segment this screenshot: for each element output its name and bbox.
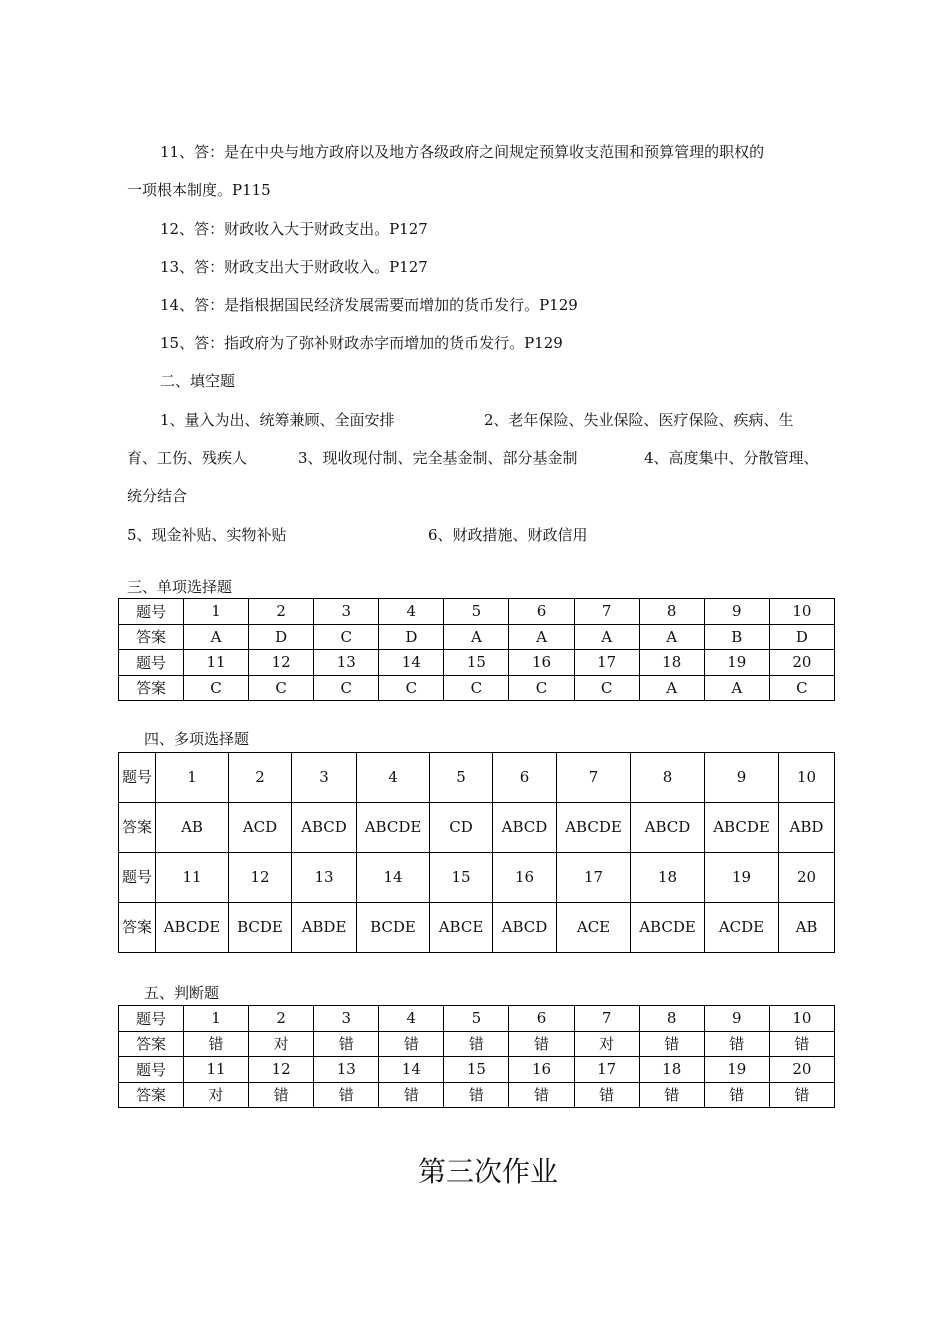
- fill-blank-answer-2a: 2、老年保险、失业保险、医疗保险、疾病、生: [484, 411, 794, 429]
- row-label: 答案: [119, 1031, 184, 1057]
- question-number: 4: [379, 1006, 444, 1032]
- answer-cell: ACE: [557, 903, 631, 953]
- row-label: 答案: [119, 675, 184, 701]
- row-label: 题号: [119, 1057, 184, 1083]
- question-number: 12: [249, 1057, 314, 1083]
- question-number: 10: [779, 753, 835, 803]
- answer-cell: 错: [314, 1082, 379, 1108]
- question-number: 7: [574, 1006, 639, 1032]
- answer-cell: ABCD: [493, 803, 557, 853]
- multi-choice-heading: 四、多项选择题: [144, 730, 250, 748]
- question-number: 14: [379, 1057, 444, 1083]
- question-number: 13: [314, 650, 379, 676]
- answer-cell: A: [184, 624, 249, 650]
- question-number: 19: [705, 853, 779, 903]
- question-number: 2: [229, 753, 292, 803]
- table-row: [119, 853, 835, 903]
- row-label: 题号: [119, 650, 184, 676]
- question-number: 2: [249, 599, 314, 625]
- single-choice-heading: 三、单项选择题: [127, 578, 233, 596]
- row-label: 答案: [119, 624, 184, 650]
- answer-cell: B: [704, 624, 769, 650]
- question-number: 13: [292, 853, 357, 903]
- answer-cell: 错: [249, 1082, 314, 1108]
- question-number: 15: [444, 1057, 509, 1083]
- table-row: [119, 675, 835, 701]
- definition-11-line2: 一项根本制度。P115: [127, 181, 271, 199]
- answer-cell: 对: [574, 1031, 639, 1057]
- fill-blank-heading: 二、填空题: [160, 372, 236, 390]
- fill-blank-answer-6: 6、财政措施、财政信用: [428, 526, 588, 544]
- definition-14: 14、答：是指根据国民经济发展需要而增加的货币发行。P129: [160, 296, 578, 314]
- answer-cell: ABCDE: [631, 903, 705, 953]
- question-number: 16: [493, 853, 557, 903]
- question-number: 20: [769, 1057, 834, 1083]
- question-number: 16: [509, 650, 574, 676]
- answer-cell: D: [379, 624, 444, 650]
- answer-cell: 错: [574, 1082, 639, 1108]
- answer-cell: ABCDE: [557, 803, 631, 853]
- question-number: 19: [704, 650, 769, 676]
- question-number: 15: [430, 853, 493, 903]
- answer-cell: ABD: [779, 803, 835, 853]
- row-label: 答案: [119, 803, 156, 853]
- answer-cell: 错: [379, 1082, 444, 1108]
- answer-cell: D: [249, 624, 314, 650]
- question-number: 11: [156, 853, 229, 903]
- answer-cell: 错: [444, 1031, 509, 1057]
- answer-cell: 错: [704, 1031, 769, 1057]
- answer-cell: 错: [184, 1031, 249, 1057]
- question-number: 1: [156, 753, 229, 803]
- table-row: [119, 803, 835, 853]
- single-choice-table: [118, 598, 835, 701]
- answer-cell: A: [574, 624, 639, 650]
- question-number: 6: [509, 1006, 574, 1032]
- answer-cell: A: [639, 624, 704, 650]
- question-number: 7: [557, 753, 631, 803]
- question-number: 17: [557, 853, 631, 903]
- table-row: [119, 624, 835, 650]
- row-label: 题号: [119, 753, 156, 803]
- question-number: 15: [444, 650, 509, 676]
- question-number: 3: [292, 753, 357, 803]
- question-number: 5: [444, 599, 509, 625]
- definition-11-line1: 11、答：是在中央与地方政府以及地方各级政府之间规定预算收支范围和预算管理的职权的: [160, 143, 765, 161]
- table-row: [119, 599, 835, 625]
- definition-12: 12、答：财政收入大于财政支出。P127: [160, 220, 428, 238]
- question-number: 20: [769, 650, 834, 676]
- answer-cell: 错: [704, 1082, 769, 1108]
- question-number: 5: [430, 753, 493, 803]
- row-label: 题号: [119, 1006, 184, 1032]
- answer-cell: A: [509, 624, 574, 650]
- question-number: 17: [574, 650, 639, 676]
- row-label: 答案: [119, 903, 156, 953]
- question-number: 9: [705, 753, 779, 803]
- question-number: 9: [704, 599, 769, 625]
- row-label: 答案: [119, 1082, 184, 1108]
- question-number: 3: [314, 1006, 379, 1032]
- question-number: 4: [357, 753, 430, 803]
- fill-blank-answer-5: 5、现金补贴、实物补贴: [127, 526, 287, 544]
- answer-cell: ABDE: [292, 903, 357, 953]
- answer-cell: AB: [156, 803, 229, 853]
- answer-cell: A: [444, 624, 509, 650]
- question-number: 11: [184, 1057, 249, 1083]
- answer-cell: C: [574, 675, 639, 701]
- answer-cell: 对: [184, 1082, 249, 1108]
- next-assignment-title: 第三次作业: [417, 1155, 558, 1188]
- answer-cell: C: [249, 675, 314, 701]
- answer-cell: ACD: [229, 803, 292, 853]
- answer-cell: C: [769, 675, 834, 701]
- fill-blank-answer-4a: 4、高度集中、分散管理、: [644, 449, 819, 467]
- fill-blank-answer-4b: 统分结合: [127, 487, 188, 505]
- answer-cell: ABCDE: [705, 803, 779, 853]
- question-number: 2: [249, 1006, 314, 1032]
- question-number: 16: [509, 1057, 574, 1083]
- row-label: 题号: [119, 599, 184, 625]
- answer-cell: C: [314, 624, 379, 650]
- answer-cell: AB: [779, 903, 835, 953]
- answer-cell: 错: [444, 1082, 509, 1108]
- answer-cell: 错: [639, 1031, 704, 1057]
- answer-cell: C: [379, 675, 444, 701]
- answer-cell: BCDE: [229, 903, 292, 953]
- question-number: 18: [631, 853, 705, 903]
- question-number: 14: [357, 853, 430, 903]
- answer-cell: 对: [249, 1031, 314, 1057]
- question-number: 8: [639, 599, 704, 625]
- answer-cell: C: [509, 675, 574, 701]
- table-row: [119, 650, 835, 676]
- answer-cell: BCDE: [357, 903, 430, 953]
- table-row: [119, 1031, 835, 1057]
- answer-cell: ABCE: [430, 903, 493, 953]
- table-row: [119, 753, 835, 803]
- question-number: 1: [184, 599, 249, 625]
- table-row: [119, 1006, 835, 1032]
- true-false-heading: 五、判断题: [144, 984, 220, 1002]
- question-number: 3: [314, 599, 379, 625]
- table-row: [119, 903, 835, 953]
- question-number: 10: [769, 1006, 834, 1032]
- row-label: 题号: [119, 853, 156, 903]
- answer-cell: 错: [769, 1082, 834, 1108]
- answer-cell: A: [704, 675, 769, 701]
- table-row: [119, 1082, 835, 1108]
- question-number: 8: [631, 753, 705, 803]
- answer-cell: D: [769, 624, 834, 650]
- question-number: 6: [509, 599, 574, 625]
- answer-cell: ABCD: [493, 903, 557, 953]
- definition-15: 15、答：指政府为了弥补财政赤字而增加的货币发行。P129: [160, 334, 563, 352]
- answer-cell: ACDE: [705, 903, 779, 953]
- question-number: 20: [779, 853, 835, 903]
- question-number: 18: [639, 1057, 704, 1083]
- question-number: 18: [639, 650, 704, 676]
- answer-cell: 错: [639, 1082, 704, 1108]
- answer-cell: C: [314, 675, 379, 701]
- answer-cell: 错: [509, 1031, 574, 1057]
- question-number: 10: [769, 599, 834, 625]
- question-number: 19: [704, 1057, 769, 1083]
- question-number: 1: [184, 1006, 249, 1032]
- true-false-table: [118, 1005, 835, 1108]
- question-number: 9: [704, 1006, 769, 1032]
- answer-cell: A: [639, 675, 704, 701]
- question-number: 13: [314, 1057, 379, 1083]
- fill-blank-answer-3: 3、现收现付制、完全基金制、部分基金制: [298, 449, 578, 467]
- fill-blank-answer-1: 1、量入为出、统筹兼顾、全面安排: [160, 411, 395, 429]
- table-row: [119, 1057, 835, 1083]
- answer-cell: 错: [379, 1031, 444, 1057]
- question-number: 7: [574, 599, 639, 625]
- answer-cell: C: [184, 675, 249, 701]
- question-number: 14: [379, 650, 444, 676]
- question-number: 12: [229, 853, 292, 903]
- answer-cell: CD: [430, 803, 493, 853]
- fill-blank-answer-2b: 育、工伤、残疾人: [127, 449, 248, 467]
- answer-cell: 错: [769, 1031, 834, 1057]
- question-number: 5: [444, 1006, 509, 1032]
- question-number: 6: [493, 753, 557, 803]
- answer-cell: ABCD: [292, 803, 357, 853]
- answer-cell: ABCD: [631, 803, 705, 853]
- question-number: 17: [574, 1057, 639, 1083]
- answer-cell: C: [444, 675, 509, 701]
- definition-13: 13、答：财政支出大于财政收入。P127: [160, 258, 428, 276]
- multi-choice-table: [118, 752, 835, 953]
- answer-cell: ABCDE: [357, 803, 430, 853]
- question-number: 8: [639, 1006, 704, 1032]
- answer-cell: ABCDE: [156, 903, 229, 953]
- answer-cell: 错: [509, 1082, 574, 1108]
- answer-cell: 错: [314, 1031, 379, 1057]
- question-number: 4: [379, 599, 444, 625]
- question-number: 11: [184, 650, 249, 676]
- question-number: 12: [249, 650, 314, 676]
